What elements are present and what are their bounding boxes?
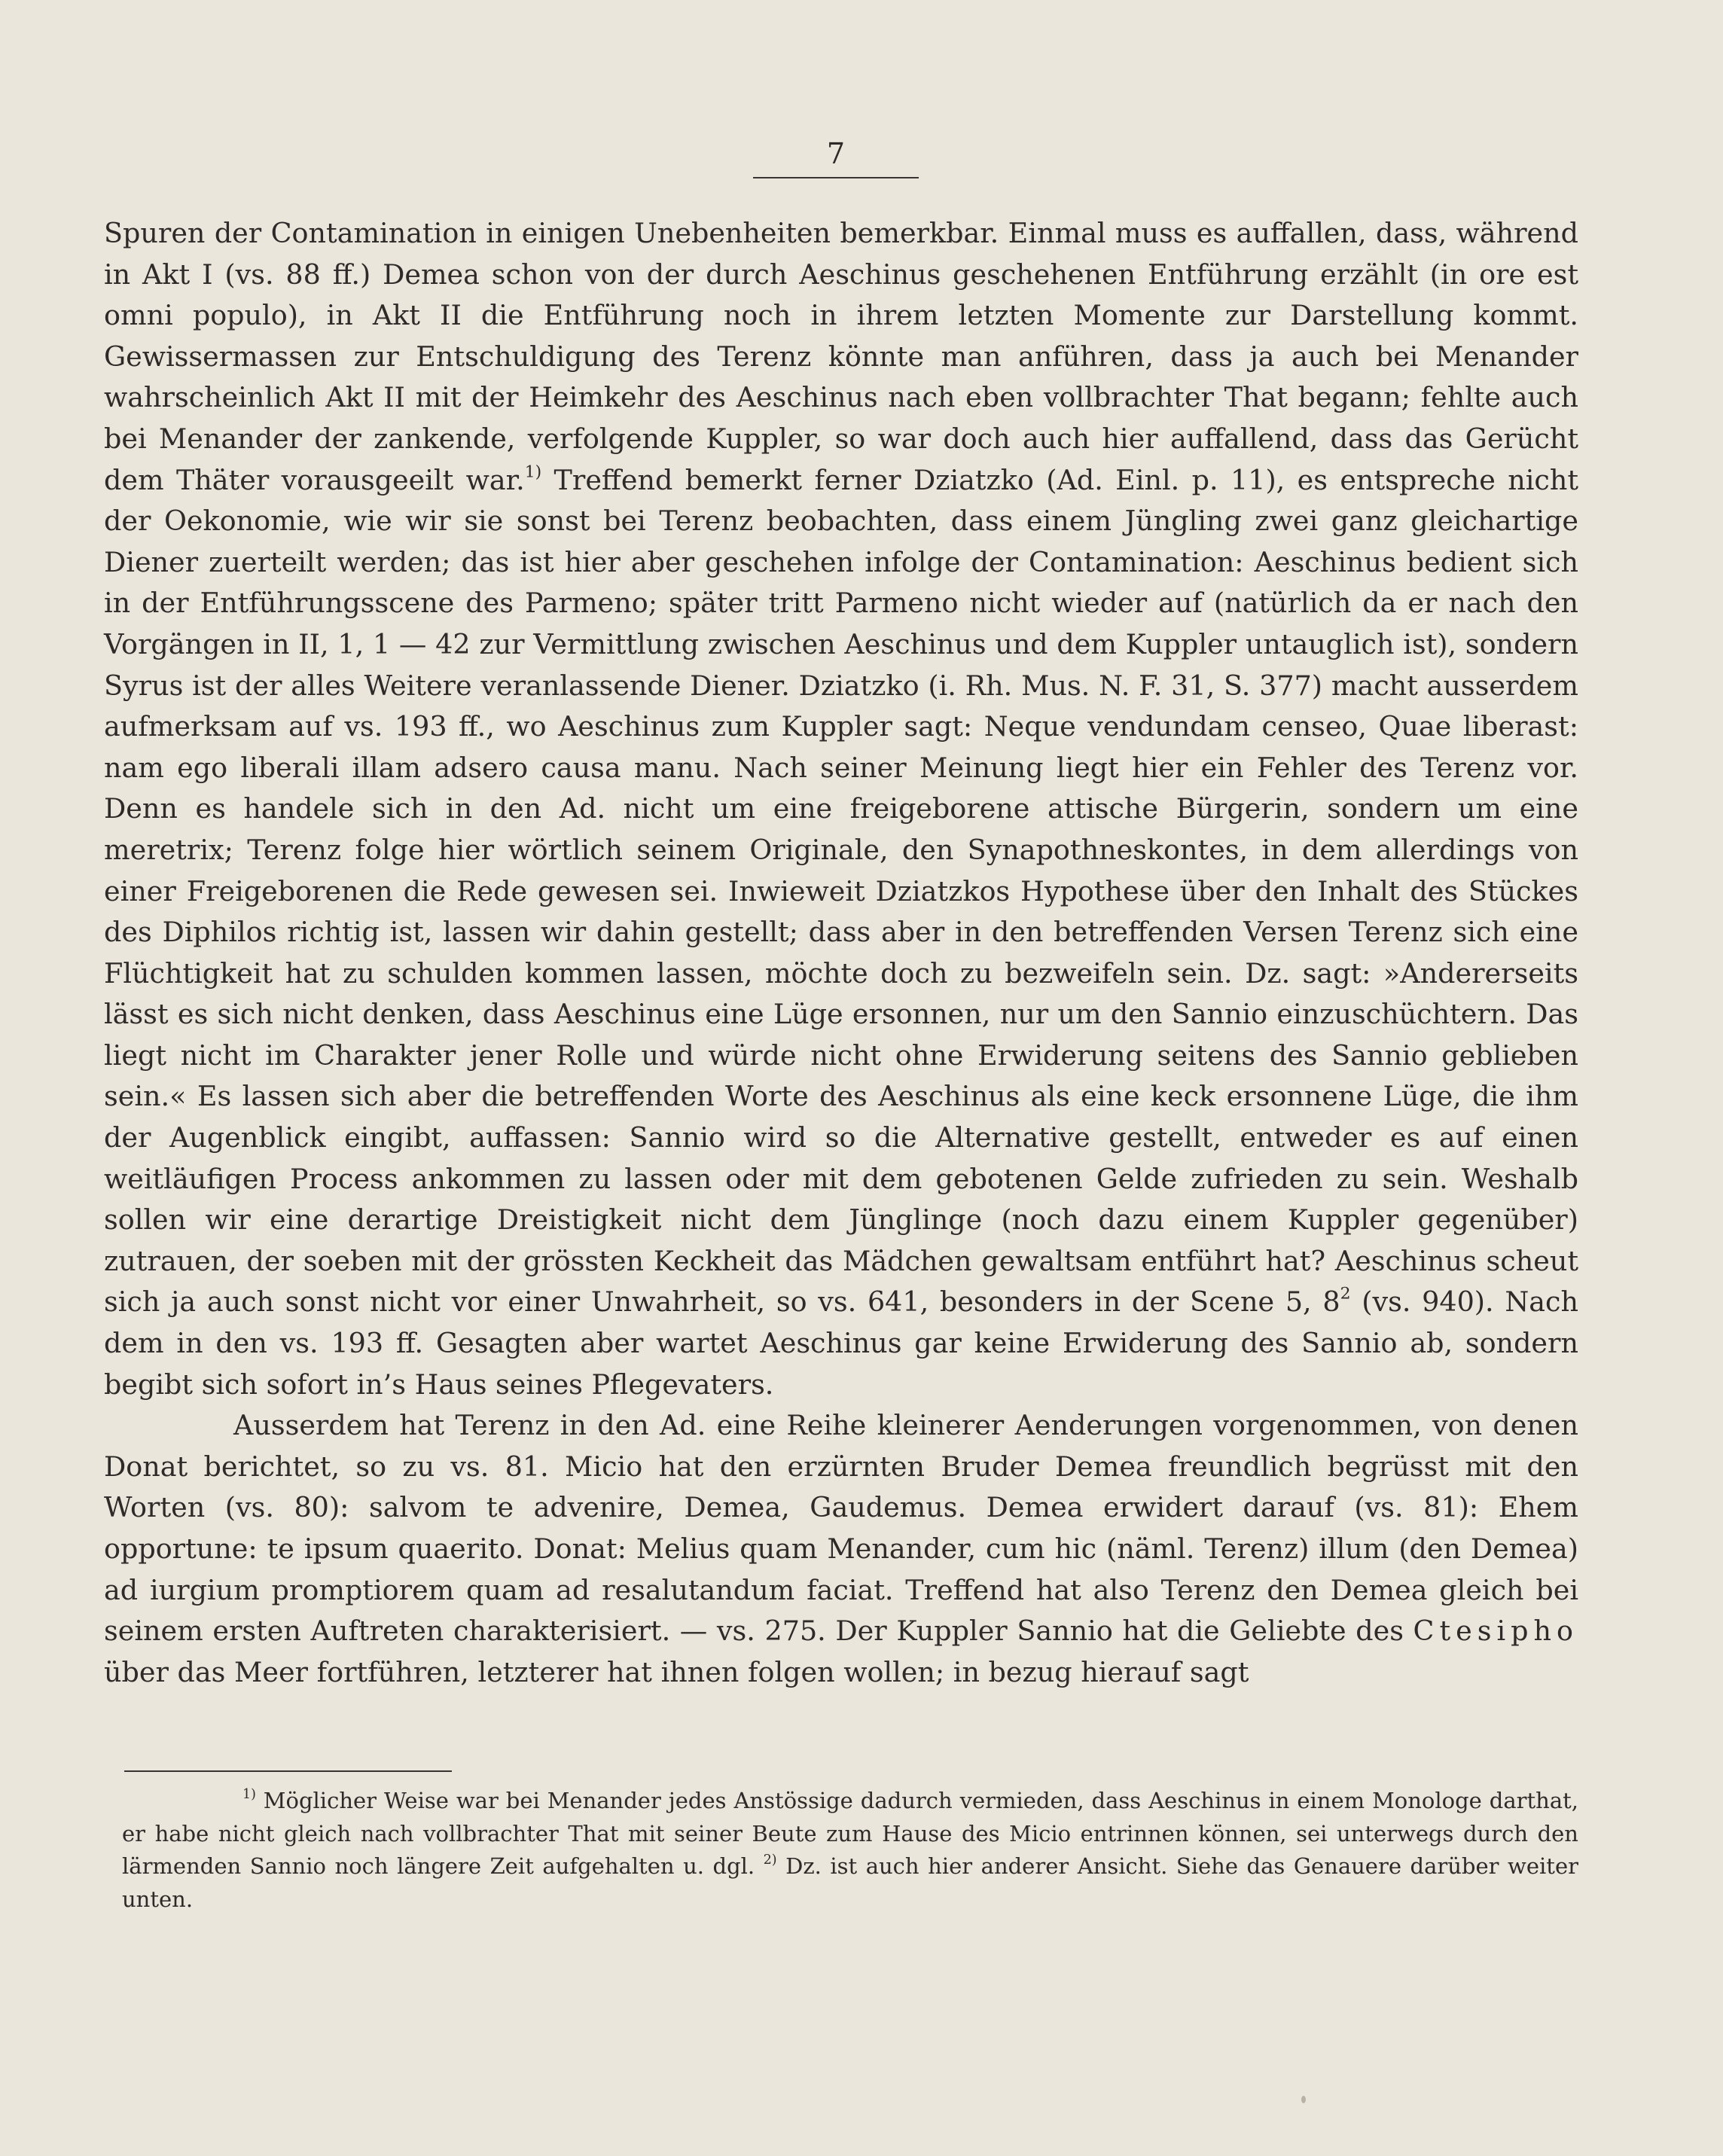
footnote-1-text: Möglicher Weise war bei Menander jedes Anstössige dadurch vermieden, dass Aeschinus in einem Monologe darthat, er habe nicht gleich nach vollbrachter That mit seiner Beute zum Hause des Micio entrinnen können, sei unterwegs durch den lärmenden Sannio noch längere Zeit aufgehalten u. dgl. <box>122 1788 1578 1879</box>
text-segment: Ausserdem hat Terenz in den Ad. eine Reihe kleinerer Aenderungen vorgenommen, von denen Donat berichtet, so zu vs. 81. Micio hat den erzürnten Bruder Demea freundlich begrüsst mit den Worten (vs. 80): salvom te advenire, Demea, Gaudemus. Demea erwidert darauf (vs. 81): Ehem opportune: te ipsum quaerito. Donat: Melius quam Menander, cum hic (näml. Terenz) illum (den Demea) ad iurgium promptiorem quam ad resalutandum faciat. Treffend hat also Terenz den Demea gleich bei seinem ersten Auftreten charakterisiert. — vs. 275. Der Kuppler Sannio hat die Geliebte des <box>104 1409 1578 1648</box>
spaced-name: Ctesipho <box>1413 1615 1578 1648</box>
quote-close: « <box>169 1080 187 1113</box>
paper-speck <box>1301 2096 1306 2103</box>
quote-open: » <box>1383 956 1401 990</box>
footnote-paragraph <box>122 1785 1578 1916</box>
footnotes <box>122 1785 1578 1916</box>
footnote-ref-1: 1) <box>524 462 542 482</box>
quoted-text: Andererseits lässt es sich nicht denken, dass Aeschinus eine Lüge ersonnen, nur um den Sannio einzuschüchtern. Das liegt nicht im Charakter jener Rolle und würde nicht ohne Erwiderung seitens des Sannio geblieben sein. <box>104 956 1578 1113</box>
scene-superscript: 2 <box>1340 1285 1351 1304</box>
text-segment: Treffend bemerkt ferner Dziatzko (Ad. Einl. p. 11), es entspreche nicht der Oekonomie, wie wir sie sonst bei Terenz beobachten, dass einem Jüngling zwei ganz gleichartige Diener zuerteilt werden; das ist hier aber geschehen infolge der Contamination: Aeschinus bedient sich in der Entführungsscene des Parmeno; später tritt Parmeno nicht wieder auf (natürlich da er nach den Vorgängen in II, 1, 1 — 42 zur Vermittlung zwischen Aeschinus und dem Kuppler untauglich ist), sondern Syrus ist der alles Weitere veranlassende Diener. Dziatzko (i. Rh. Mus. N. F. 31, S. 377) macht ausserdem aufmerksam auf vs. 193 ff., wo Aeschinus zum Kuppler sagt: Neque vendundam censeo, Quae liberast: nam ego liberali illam adsero causa manu. Nach seiner Meinung liegt hier ein Fehler des Terenz vor. Denn es handele sich in den Ad. nicht um eine freigeborene attische Bürgerin, sondern um eine meretrix; Terenz folge hier wörtlich seinem Originale, den Synapothneskontes, in dem allerdings von einer Freigeborenen die Rede gewesen sei. Inwieweit Dziatzkos Hypothese über den Inhalt des Stückes des Diphilos richtig ist, lassen wir dahin gestellt; dass aber in den betreffenden Versen Terenz sich eine Flüchtigkeit hat zu schulden kommen lassen, möchte doch zu bezweifeln sein. Dz. sagt: <box>104 463 1578 990</box>
text-segment: Es lassen sich aber die betreffenden Worte des Aeschinus als eine keck ersonnene Lüge, die ihm der Augenblick eingibt, auffassen: Sannio wird so die Alternative gestellt, entweder es auf einen weitläufigen Process ankommen zu lassen oder mit dem gebotenen Gelde zufrieden zu sein. Weshalb sollen wir eine derartige Dreistigkeit nicht dem Jünglinge (noch dazu einem Kuppler gegenüber) zutrauen, der soeben mit der grössten Keckheit das Mädchen gewaltsam entführt hat? Aeschinus scheut sich ja auch sonst nicht vor einer Unwahrheit, so vs. 641, besonders in der Scene 5, 8 <box>104 1080 1578 1319</box>
header-rule <box>753 177 919 178</box>
footnote-rule <box>124 1770 452 1772</box>
page-number: 7 <box>826 137 846 170</box>
text-segment: über das Meer fortführen, letzterer hat ihnen folgen wollen; in bezug hierauf sagt <box>104 1655 1249 1688</box>
text-segment: (vs. 940). Nach dem in den vs. 193 ff. Gesagten aber wartet Aeschinus gar keine Erwiderung des Sannio ab, sondern begibt sich sofort in’s Haus seines Pflegevaters. <box>104 1285 1578 1401</box>
footnote-marker-1: 1) <box>242 1786 256 1802</box>
paragraph-2 <box>104 1405 1578 1693</box>
paragraph-1 <box>104 213 1578 1405</box>
footnote-2-text: Dz. ist auch hier anderer Ansicht. Siehe das Genauere darüber weiter unten. <box>122 1853 1578 1912</box>
text-segment: Spuren der Contamination in einigen Unebenheiten bemerkbar. Einmal muss es auffallen, dass, während in Akt I (vs. 88 ff.) Demea schon von der durch Aeschinus geschehenen Entführung erzählt (in ore est omni populo), in Akt II die Entführung noch in ihrem letzten Momente zur Darstellung kommt. Gewissermassen zur Entschuldigung des Terenz könnte man anführen, dass ja auch bei Menander wahrscheinlich Akt II mit der Heimkehr des Aeschinus nach eben vollbrachter That begann; fehlte auch bei Menander der zankende, verfolgende Kuppler, so war doch auch hier auffallend, dass das Gerücht dem Thäter vorausgeeilt war. <box>104 217 1578 496</box>
footnote-marker-2: 2) <box>763 1852 777 1868</box>
main-text <box>104 213 1578 1693</box>
